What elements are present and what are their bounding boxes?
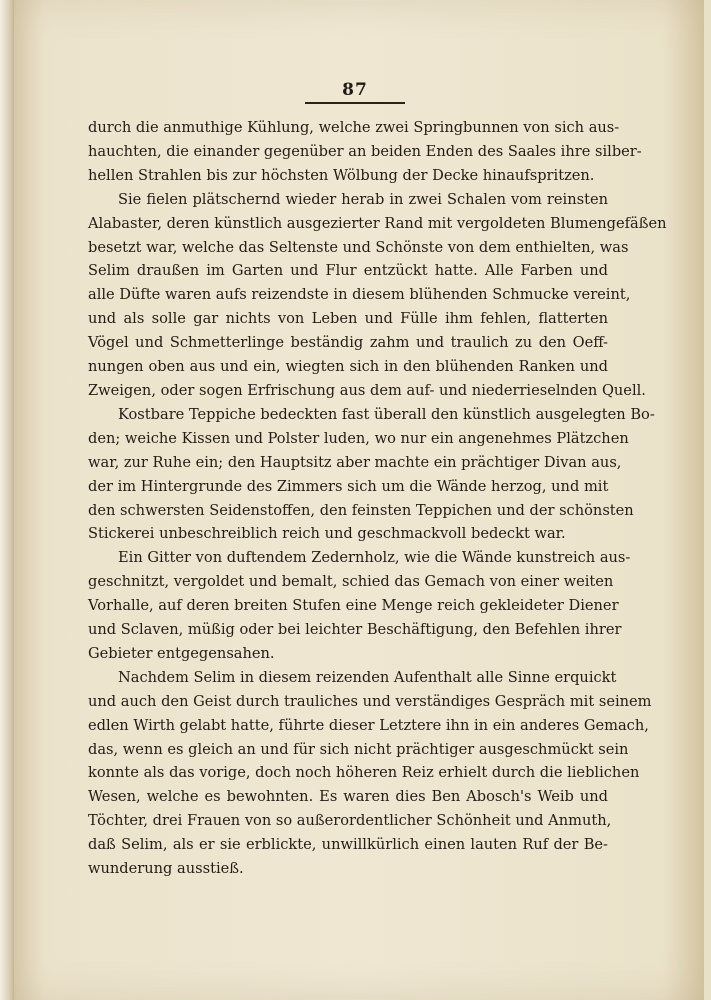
- text-line: den; weiche Kissen und Polster luden, wo nur ein angenehmes Plätzchen: [88, 429, 629, 447]
- text-line: Kostbare Teppiche bedeckten fast überall den künstlich ausgelegten Bo-: [118, 405, 655, 423]
- text-line: und auch den Geist durch trauliches und verständiges Gespräch mit seinem: [88, 692, 652, 710]
- text-line: Töchter, drei Frauen von so außerordentlicher Schönheit und Anmuth,: [88, 812, 612, 830]
- text-line: nungen oben aus und ein, wiegten sich in den blühenden Ranken und: [88, 358, 608, 376]
- text-line: besetzt war, welche das Seltenste und Schönste von dem enthielten, was: [88, 238, 629, 256]
- page-number: 87: [342, 80, 368, 100]
- text-line: Vorhalle, auf deren breiten Stufen eine Menge reich gekleideter Diener: [88, 597, 619, 615]
- text-line: konnte als das vorige, doch noch höheren Reiz erhielt durch die lieblichen: [88, 764, 640, 782]
- text-line: und Sclaven, müßig oder bei leichter Beschäftigung, den Befehlen ihrer: [88, 621, 622, 639]
- text-line: war, zur Ruhe ein; den Hauptsitz aber machte ein prächtiger Divan aus,: [88, 453, 622, 471]
- text-line: geschnitzt, vergoldet und bemalt, schied das Gemach von einer weiten: [88, 573, 614, 591]
- body-text: [88, 116, 667, 881]
- text-line: edlen Wirth gelabt hatte, führte dieser Letztere ihn in ein anderes Gemach,: [88, 716, 649, 734]
- text-line: Vögel und Schmetterlinge beständig zahm und traulich zu den Oeff-: [88, 334, 608, 352]
- text-line: Nachdem Selim in diesem reizenden Aufenthalt alle Sinne erquickt: [118, 668, 617, 686]
- text-line: hellen Strahlen bis zur höchsten Wölbung der Decke hinaufspritzen.: [88, 166, 595, 184]
- text-line: und als solle gar nichts von Leben und Fülle ihm fehlen, flatterten: [88, 310, 608, 328]
- text-line: Sie fielen plätschernd wieder herab in zwei Schalen vom reinsten: [118, 190, 608, 208]
- text-line: hauchten, die einander gegenüber an beiden Enden des Saales ihre silber-: [88, 142, 642, 160]
- text-line: durch die anmuthige Kühlung, welche zwei Springbunnen von sich aus-: [88, 119, 620, 136]
- text-line: Wesen, welche es bewohnten. Es waren dies Ben Abosch's Weib und: [88, 788, 608, 806]
- text-line: Gebieter entgegensahen.: [88, 644, 275, 662]
- text-line: den schwersten Seidenstoffen, den feinsten Teppichen und der schönsten: [88, 501, 634, 519]
- text-line: Ein Gitter von duftendem Zedernholz, wie die Wände kunstreich aus-: [118, 549, 631, 567]
- text-line: wunderung ausstieß.: [88, 860, 244, 878]
- text-line: Stickerei unbeschreiblich reich und geschmackvoll bedeckt war.: [88, 525, 566, 543]
- text-line: der im Hintergrunde des Zimmers sich um die Wände herzog, und mit: [88, 477, 609, 495]
- text-line: daß Selim, als er sie erblickte, unwillkürlich einen lauten Ruf der Be-: [88, 836, 608, 854]
- text-line: Alabaster, deren künstlich ausgezierter Rand mit vergoldeten Blumengefäßen: [88, 214, 667, 232]
- book-gutter-edge: [0, 0, 14, 1000]
- text-line: alle Düfte waren aufs reizendste in diesem blühenden Schmucke vereint,: [88, 286, 631, 304]
- text-line: Zweigen, oder sogen Erfrischung aus dem auf- und niederrieselnden Quell.: [88, 381, 646, 399]
- text-line: Selim draußen im Garten und Flur entzückt hatte. Alle Farben und: [88, 262, 608, 280]
- text-line: das, wenn es gleich an und für sich nicht prächtiger ausgeschmückt sein: [88, 740, 629, 758]
- header-rule: [305, 102, 405, 104]
